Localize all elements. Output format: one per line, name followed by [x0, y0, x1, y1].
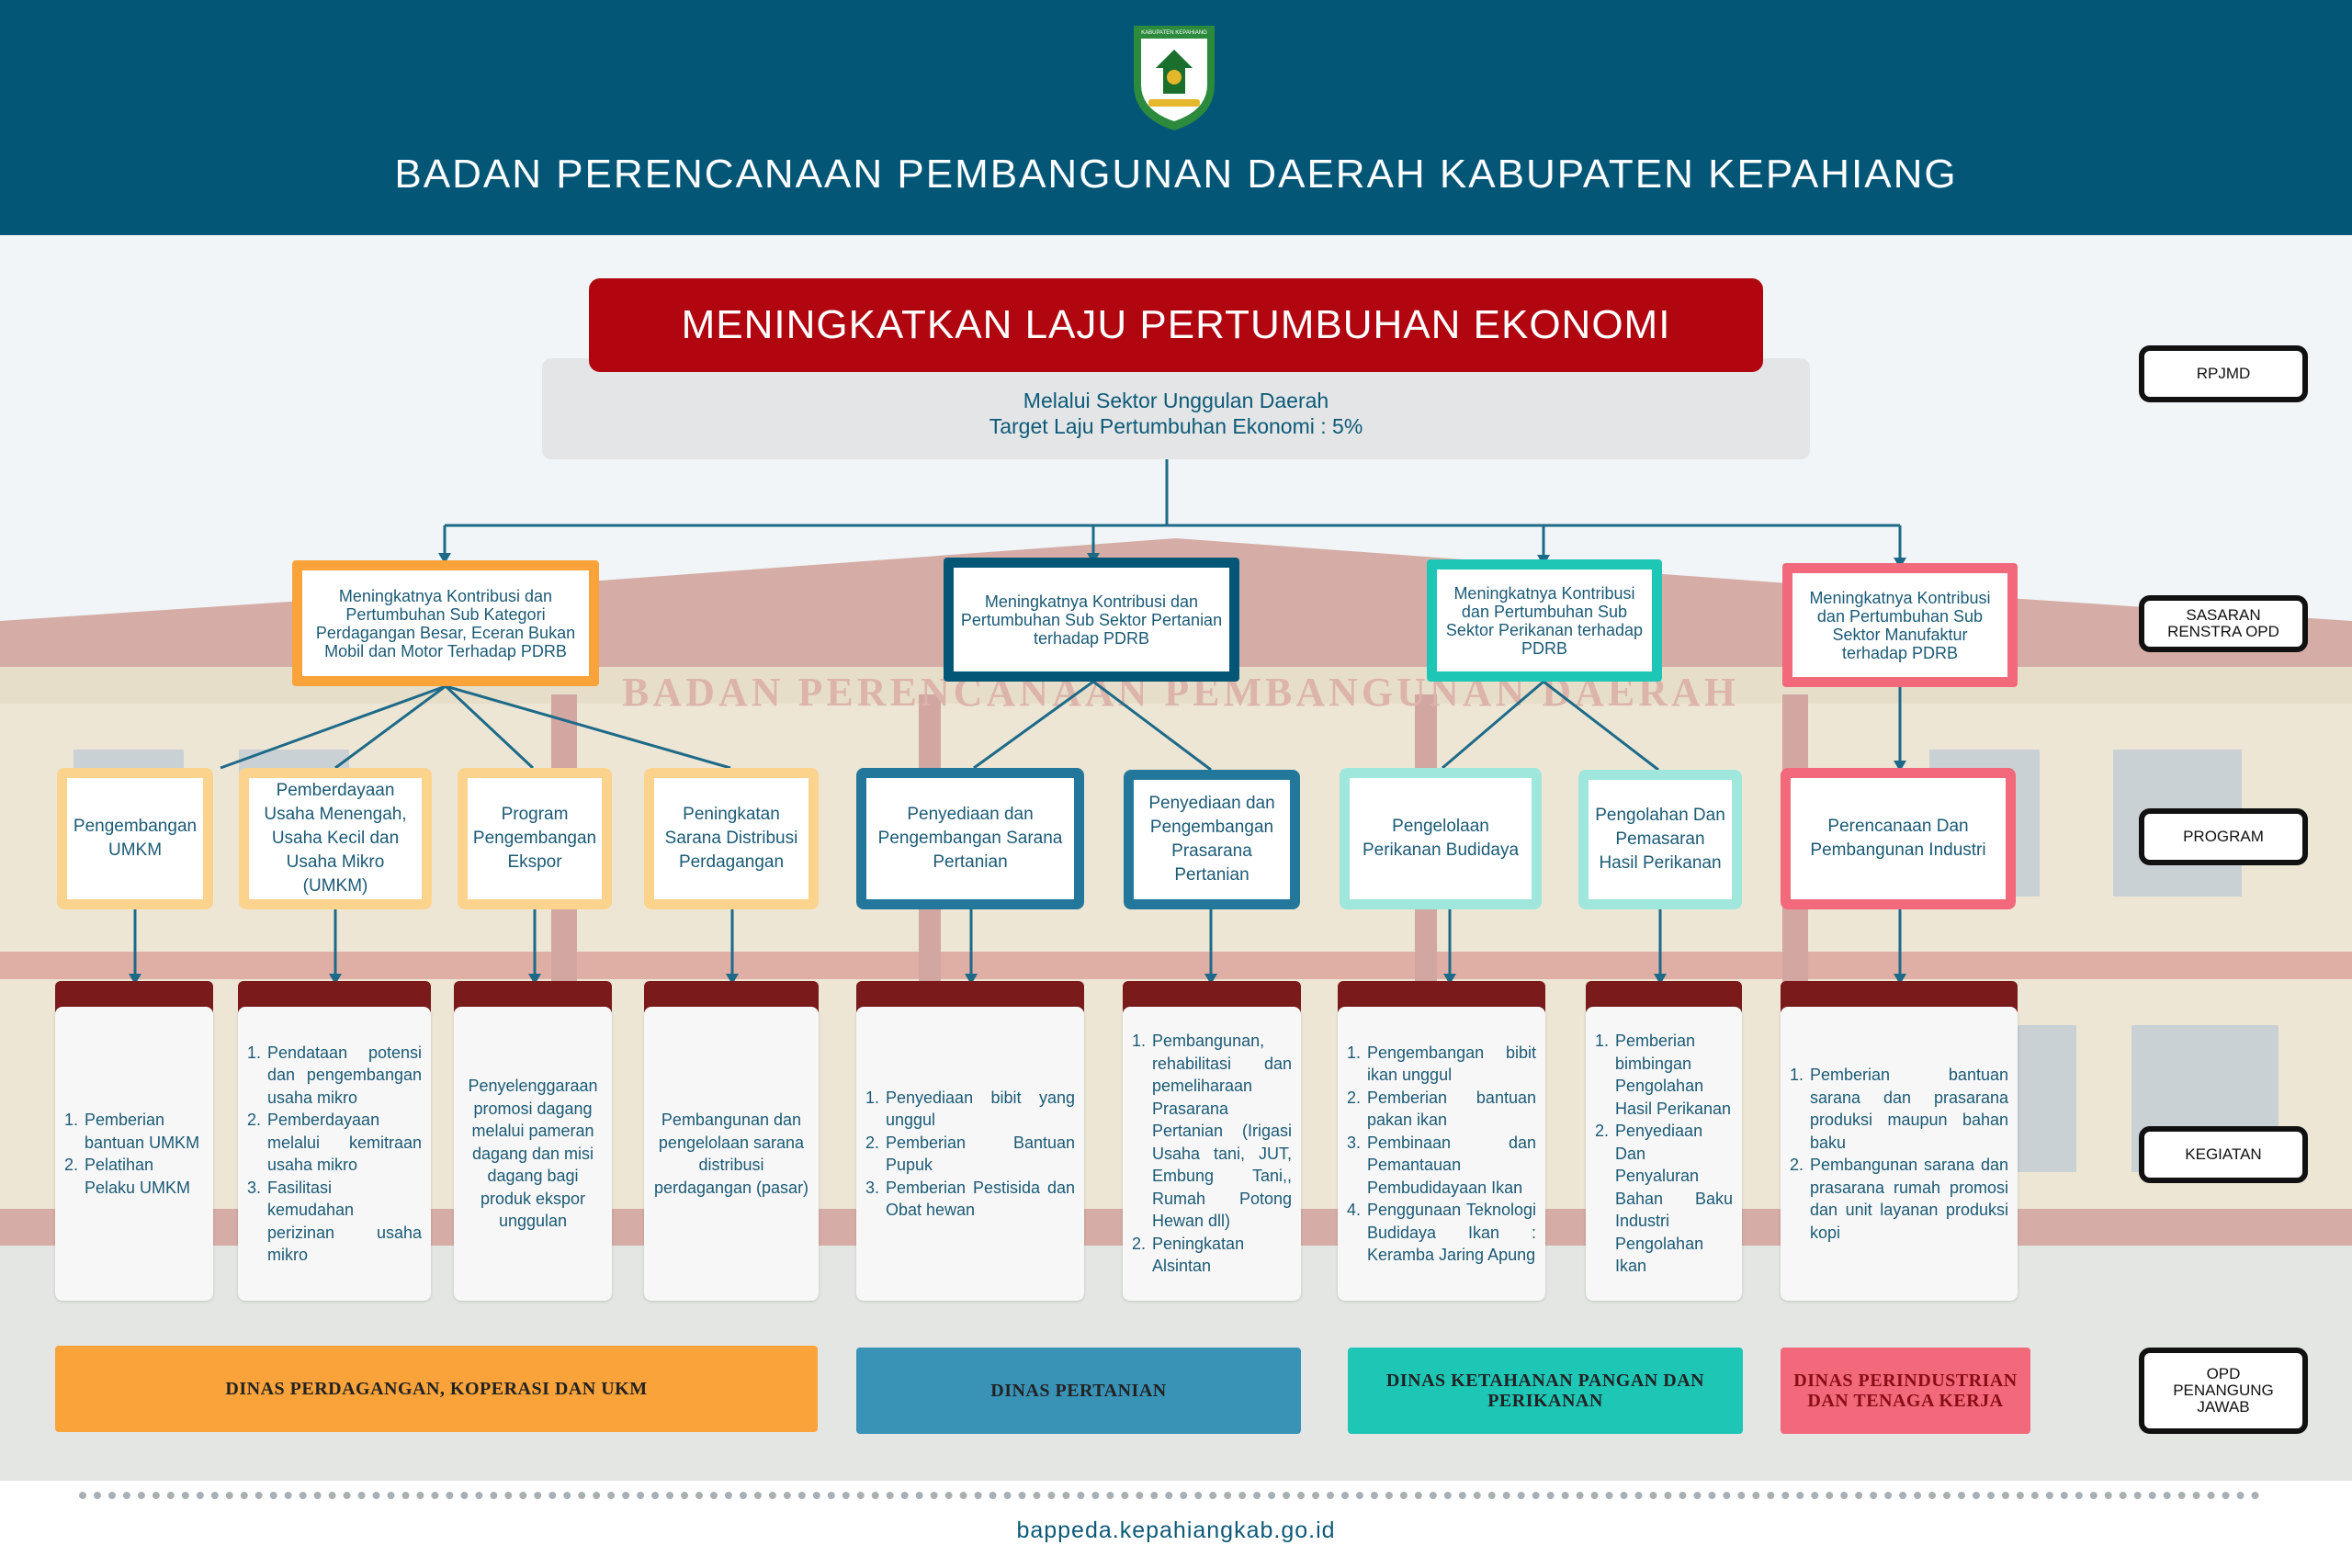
emblem-caption: KABUPATEN KEPAHIANG: [1141, 30, 1207, 36]
footer-website-link[interactable]: bappeda.kepahiangkab.go.id: [1016, 1517, 1336, 1543]
kegiatan-item: 1. Pendataan potensi dan pengembangan usaha mikro: [266, 1042, 422, 1110]
kegiatan-list: [1132, 1030, 1292, 1278]
page-title: BADAN PERENCANAAN PEMBANGUNAN DAERAH KABUPATEN KEPAHIANG: [394, 152, 1958, 197]
program-box-pengembangan-umkm: Pengembangan UMKM: [57, 768, 213, 909]
program-box-sarana-distribusi: Peningkatan Sarana Distribusi Perdagangan: [644, 768, 819, 909]
kegiatan-item: 1. Penyediaan bibit yang unggul: [884, 1087, 1075, 1132]
main-goal-banner: MENINGKATKAN LAJU PERTUMBUHAN EKONOMI: [589, 278, 1763, 372]
kegiatan-item: Pembangunan dan pengelolaan sarana distribusi perdagangan (pasar): [653, 1111, 809, 1197]
kegiatan-item: Penyelenggaraan promosi dagang melalui pameran dagang dan misi dagang bagi produk ekspor unggulan: [468, 1077, 598, 1231]
sasaran-box-manufaktur: Meningkatnya Kontribusi dan Pertumbuhan Sub Sektor Manufaktur terhadap PDRB: [1782, 563, 2018, 687]
program-box-pengembangan-ekspor: Program Pengembangan Ekspor: [458, 768, 612, 909]
opd-bar-perdagangan: DINAS PERDAGANGAN, KOPERASI DAN UKM: [55, 1346, 818, 1432]
kegiatan-card-2: [238, 981, 431, 1301]
opd-bar-pertanian: DINAS PERTANIAN: [856, 1348, 1301, 1434]
level-tag-kegiatan: KEGIATAN: [2139, 1126, 2308, 1183]
kegiatan-list: [1347, 1042, 1536, 1267]
kegiatan-list: [865, 1087, 1075, 1222]
kegiatan-item: 2. Pembangunan sarana dan prasarana rumah promosi dan unit layanan produksi kopi: [1808, 1154, 2008, 1244]
kegiatan-item: 3. Pembinaan dan Pemantauan Pembudidayaan Ikan: [1365, 1132, 1536, 1200]
main-target-line2: Target Laju Pertumbuhan Ekonomi : 5%: [989, 414, 1363, 438]
kegiatan-card-body: [1338, 1007, 1545, 1301]
kegiatan-item: 2. Peningkatan Alsintan: [1150, 1233, 1292, 1278]
kegiatan-card-body: [856, 1007, 1084, 1301]
kegiatan-item: 1. Pemberian bantuan UMKM: [83, 1109, 204, 1154]
kegiatan-card-body: [1781, 1007, 2018, 1301]
main-target-panel: [542, 358, 1810, 459]
kegiatan-item: 3. Fasilitasi kemudahan perizinan usaha mikro: [266, 1177, 422, 1267]
level-tag-program: PROGRAM: [2139, 808, 2308, 865]
sasaran-box-perdagangan: Meningkatnya Kontribusi dan Pertumbuhan Sub Kategori Perdagangan Besar, Eceran Bukan Mobil dan Motor Terhadap PDRB: [292, 560, 599, 686]
kegiatan-card-6: [1123, 981, 1301, 1301]
kegiatan-item: 4. Penggunaan Teknologi Budidaya Ikan : Keramba Jaring Apung: [1365, 1199, 1536, 1267]
footer-divider: [79, 1492, 2260, 1499]
kegiatan-item: 2. Pemberian bantuan pakan ikan: [1365, 1087, 1536, 1132]
kegiatan-item: 1. Pengembangan bibit ikan unggul: [1365, 1042, 1536, 1087]
kegiatan-item: 1. Pemberian bimbingan Pengolahan Hasil Perikanan: [1613, 1030, 1733, 1120]
kegiatan-card-7: [1338, 981, 1545, 1301]
kegiatan-item: 2. Penyediaan Dan Penyaluran Bahan Baku Industri Pengolahan Ikan: [1613, 1120, 1733, 1278]
kegiatan-list: [247, 1042, 422, 1267]
sasaran-box-pertanian: Meningkatnya Kontribusi dan Pertumbuhan Sub Sektor Pertanian terhadap PDRB: [944, 558, 1239, 682]
opd-bar-perindustrian: DINAS PERINDUSTRIAN DAN TENAGA KERJA: [1781, 1348, 2030, 1434]
kegiatan-list: [1790, 1064, 2008, 1244]
kegiatan-card-body: [1123, 1007, 1301, 1301]
level-tag-rpjmd: RPJMD: [2139, 345, 2308, 402]
kegiatan-item: 2. Pelatihan Pelaku UMKM: [83, 1154, 204, 1199]
program-box-sarana-pertanian: Penyediaan dan Pengembangan Sarana Pertanian: [856, 768, 1084, 909]
kegiatan-list: [1595, 1030, 1733, 1278]
program-box-prasarana-pertanian: Penyediaan dan Pengembangan Prasarana Pertanian: [1124, 770, 1300, 909]
kegiatan-list: [64, 1109, 204, 1199]
kegiatan-card-4: [644, 981, 819, 1301]
kegiatan-card-body: [55, 1007, 213, 1301]
kegiatan-card-body: [1586, 1007, 1742, 1301]
kegiatan-card-3: [454, 981, 612, 1301]
kegiatan-item: 2. Pemberdayaan melalui kemitraan usaha mikro: [266, 1109, 422, 1177]
program-box-pembangunan-industri: Perencanaan Dan Pembangunan Industri: [1781, 768, 2016, 909]
kegiatan-card-9: [1781, 981, 2018, 1301]
main-target-line1: Melalui Sektor Unggulan Daerah: [1023, 389, 1329, 412]
level-tag-sasaran: SASARAN RENSTRA OPD: [2139, 595, 2308, 652]
kegiatan-card-5: [856, 981, 1084, 1301]
level-tag-opd: OPD PENANGUNG JAWAB: [2139, 1348, 2308, 1434]
kegiatan-item: 1. Pembangunan, rehabilitasi dan pemeliharaan Prasarana Pertanian (Irigasi Usaha tani, JUT, Embung Tani,, Rumah Potong Hewan dll): [1150, 1030, 1292, 1233]
kegiatan-card-body: [238, 1007, 431, 1301]
kegiatan-item: 3. Pemberian Pestisida dan Obat hewan: [884, 1177, 1075, 1222]
program-box-perikanan-budidaya: Pengelolaan Perikanan Budidaya: [1340, 768, 1542, 909]
kegiatan-card-8: [1586, 981, 1742, 1301]
kegiatan-card-body: [644, 1007, 819, 1301]
kegiatan-item: 1. Pemberian bantuan sarana dan prasarana produksi maupun bahan baku: [1808, 1064, 2008, 1154]
kegiatan-card-1: [55, 981, 213, 1301]
kegiatan-item: 2. Pemberian Bantuan Pupuk: [884, 1132, 1075, 1177]
program-box-hasil-perikanan: Pengolahan Dan Pemasaran Hasil Perikanan: [1578, 770, 1742, 909]
sasaran-box-perikanan: Meningkatnya Kontribusi dan Pertumbuhan Sub Sektor Perikanan terhadap PDRB: [1427, 559, 1662, 682]
program-box-pemberdayaan-umkm: Pemberdayaan Usaha Menengah, Usaha Kecil dan Usaha Mikro (UMKM): [239, 768, 432, 909]
opd-bar-ketahanan-pangan: DINAS KETAHANAN PANGAN DAN PERIKANAN: [1348, 1348, 1743, 1434]
kegiatan-card-body: [454, 1007, 612, 1301]
